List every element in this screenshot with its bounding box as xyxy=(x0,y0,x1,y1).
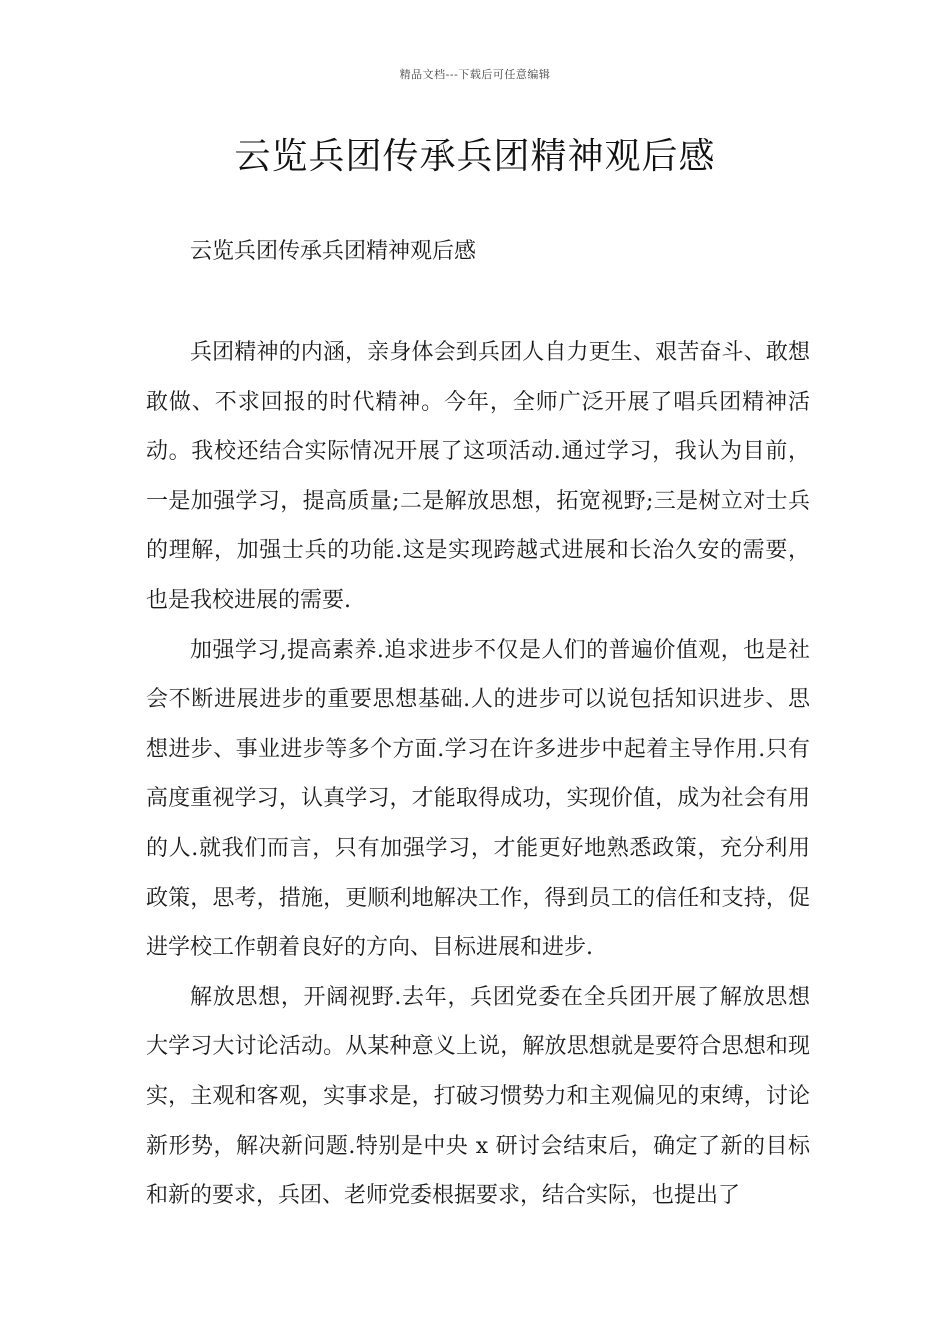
paragraph: 兵团精神的内涵，亲身体会到兵团人自力更生、艰苦奋斗、敢想敢做、不求回报的时代精神。今年，全师广泛开展了唱兵团精神活动。我校还结合实际情况开展了这项活动.通过学习，我认为目前，一是加强学习，提高质量;二是解放思想，拓宽视野;三是树立对士兵的理解，加强士兵的功能.这是实现跨越式进展和长治久安的需要，也是我校进展的需要. xyxy=(146,340,810,613)
paragraph: 解放思想，开阔视野.去年，兵团党委在全兵团开展了解放思想大学习大讨论活动。从某种意义上说，解放思想就是要符合思想和现实，主观和客观，实事求是，打破习惯势力和主观偏见的束缚，讨论新形势，解决新问题.特别是中央 x 研讨会结束后，确定了新的目标和新的要求，兵团、老师党委根据要求，结合实际，也提出了 xyxy=(146,984,810,1209)
document-subtitle: 云览兵团传承兵团精神观后感 xyxy=(190,239,477,264)
document-title: 云览兵团传承兵团精神观后感 xyxy=(234,136,716,177)
document-body xyxy=(146,328,810,1221)
header-note: 精品文档---下载后可任意编辑 xyxy=(399,68,551,81)
paragraph: 加强学习,提高素养.追求进步不仅是人们的普遍价值观，也是社会不断进展进步的重要思想基础.人的进步可以说包括知识进步、思想进步、事业进步等多个方面.学习在许多进步中起着主导作用.只有高度重视学习，认真学习，才能取得成功，实现价值，成为社会有用的人.就我们而言，只有加强学习，才能更好地熟悉政策，充分利用政策，思考，措施，更顺利地解决工作，得到员工的信任和支持，促进学校工作朝着良好的方向、目标进展和进步. xyxy=(146,637,810,961)
